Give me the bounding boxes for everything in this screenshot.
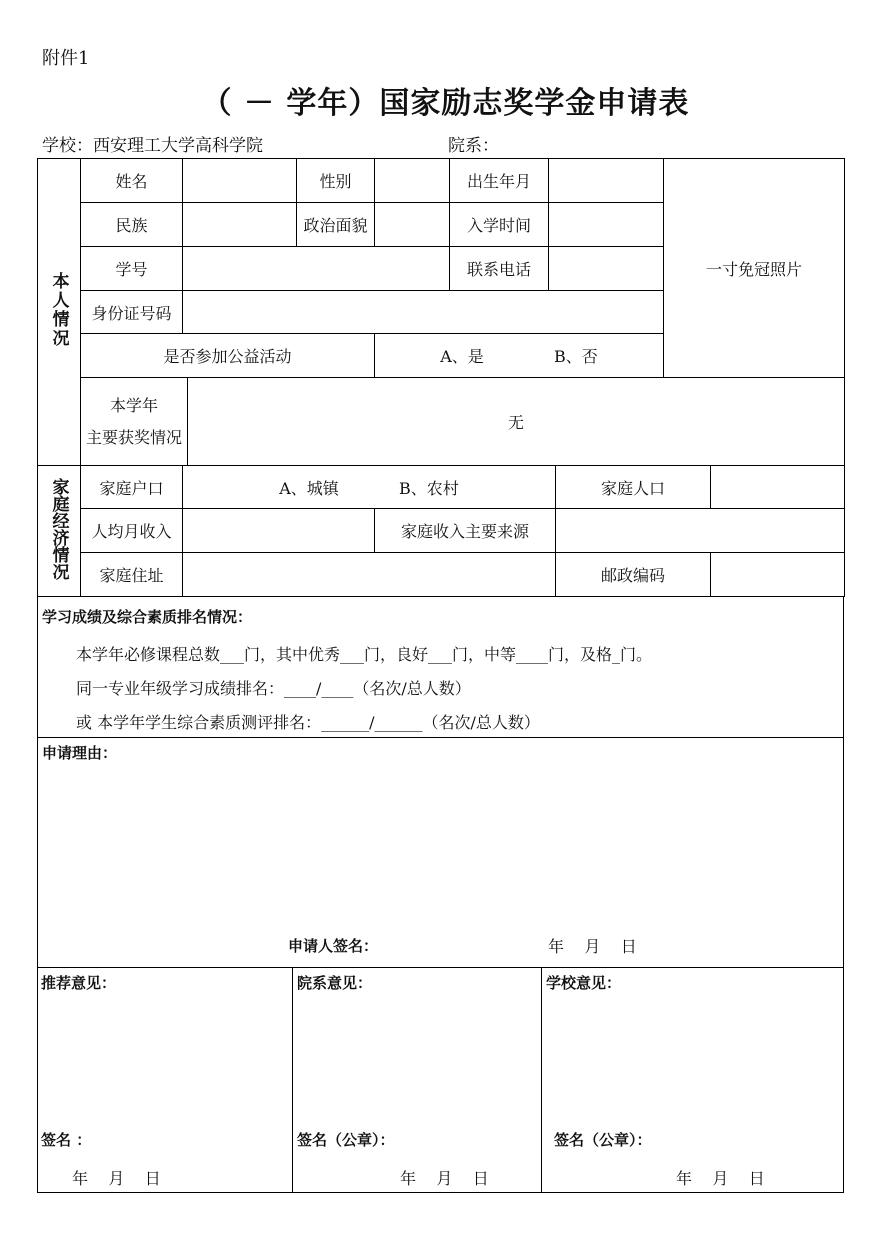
school-sign-label: 签名（公章）： (554, 1131, 652, 1149)
gender-field[interactable] (375, 159, 450, 203)
income-field[interactable] (183, 509, 375, 553)
name-field[interactable] (183, 159, 297, 203)
school-label: 学校：西安理工大学高科学院 (42, 136, 263, 156)
birth-field[interactable] (549, 159, 664, 203)
income-source-label: 家庭收入主要来源 (375, 509, 556, 553)
performance-rank-line[interactable]: 同一专业年级学习成绩排名：____/____（名次/总人数） (76, 679, 471, 698)
enroll-field[interactable] (549, 203, 664, 247)
income-source-field[interactable] (556, 509, 845, 553)
welfare-question: 是否参加公益活动 (81, 334, 375, 378)
household-label: 家庭户口 (81, 466, 183, 509)
address-label: 家庭住址 (81, 553, 183, 597)
application-table (37, 158, 845, 597)
postcode-field[interactable] (711, 553, 845, 597)
personal-section-label: 本人情况 (38, 159, 81, 466)
student-id-label: 学号 (81, 247, 183, 291)
department-label: 院系： (448, 136, 499, 156)
attachment-label: 附件1 (42, 48, 90, 69)
id-card-label: 身份证号码 (81, 291, 183, 334)
reason-heading: 申请理由： (42, 744, 118, 762)
school-opinion-heading: 学校意见： (546, 974, 622, 992)
applicant-sign-label: 申请人签名： (288, 937, 379, 955)
birth-label: 出生年月 (450, 159, 549, 203)
family-members-field[interactable] (711, 466, 845, 509)
dept-date: 年 月 日 (400, 1169, 489, 1188)
school-date: 年 月 日 (676, 1169, 765, 1188)
performance-heading: 学习成绩及综合素质排名情况： (42, 608, 253, 626)
student-id-field[interactable] (183, 247, 450, 291)
awards-value[interactable]: 无 (188, 378, 845, 466)
ethnicity-field[interactable] (183, 203, 297, 247)
household-options[interactable] (183, 466, 556, 509)
recommend-sign-label: 签名 ： (41, 1131, 92, 1149)
welfare-options[interactable] (375, 334, 664, 378)
income-label: 人均月收入 (81, 509, 183, 553)
awards-label: 本学年 主要获奖情况 (81, 378, 188, 466)
photo-box[interactable]: 一寸免冠照片 (664, 159, 845, 378)
reason-section[interactable] (37, 737, 844, 968)
applicant-date: 年 月 日 (548, 937, 637, 956)
welfare-option-yes[interactable]: A、是 (440, 347, 484, 366)
performance-course-line[interactable]: 本学年必修课程总数___门，其中优秀___门，良好___门，中等____门，及格_门。 (76, 645, 653, 664)
opinions-section (37, 967, 844, 1193)
phone-field[interactable] (549, 247, 664, 291)
political-field[interactable] (375, 203, 450, 247)
id-card-field[interactable] (183, 291, 664, 334)
recommend-opinion-heading: 推荐意见： (41, 974, 117, 992)
name-label: 姓名 (81, 159, 183, 203)
performance-section (37, 596, 844, 738)
recommend-date: 年 月 日 (72, 1169, 161, 1188)
political-label: 政治面貌 (297, 203, 375, 247)
household-option-town[interactable]: A、城镇 (279, 478, 339, 498)
page-title: （ － 学年）国家励志奖学金申请表 (201, 86, 690, 121)
phone-label: 联系电话 (450, 247, 549, 291)
postcode-label: 邮政编码 (556, 553, 711, 597)
family-members-label: 家庭人口 (556, 466, 711, 509)
enroll-label: 入学时间 (450, 203, 549, 247)
performance-quality-line[interactable]: 或 本学年学生综合素质测评排名：______/______（名次/总人数） (76, 713, 540, 732)
dept-sign-label: 签名（公章）： (297, 1131, 395, 1149)
family-section-label: 家庭经济情况 (38, 466, 81, 597)
address-field[interactable] (183, 553, 556, 597)
dept-opinion-heading: 院系意见： (297, 974, 373, 992)
welfare-option-no[interactable]: B、否 (553, 347, 598, 366)
gender-label: 性别 (297, 159, 375, 203)
ethnicity-label: 民族 (81, 203, 183, 247)
household-option-rural[interactable]: B、农村 (398, 478, 459, 498)
